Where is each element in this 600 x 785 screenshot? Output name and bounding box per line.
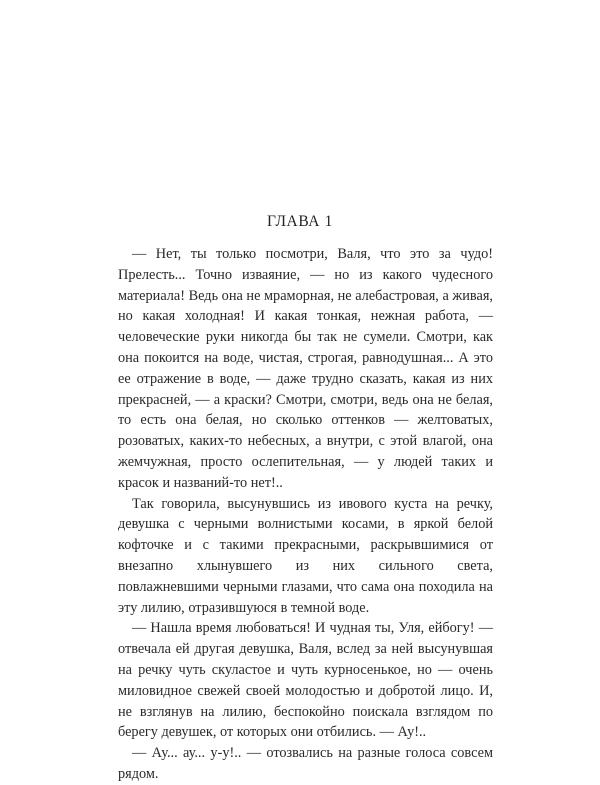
chapter-text [118, 244, 493, 785]
chapter-title: ГЛАВА 1 [267, 213, 333, 230]
paragraph-2: Так говорила, высунувшись из ивового куста на речку, девушка с черными волнистыми косами, в яркой белой кофточке и с такими прекрасными, раскрывшимися от внезапно хлынувшего из них сильного света, повлажневшими черными глазами, что сама она походила на эту лилию, отразившуюся в темной воде. [118, 495, 493, 616]
paragraph-3: — Нашла время любоваться! И чудная ты, Уля, ейбогу! — отвечала ей другая девушка, Валя, вслед за ней высунувшая на речку чуть скуластое и чуть курносенькое, но — очень миловидное свежей своей молодостью и добротой лицо. И, не взглянув на лилию, беспокойно поискала взглядом по берегу девушек, от которых они отбились. — Ау!.. [118, 620, 493, 741]
paragraph-4: — Ау... ау... у-у!.. — отозвались на разные голоса совсем рядом. [118, 745, 493, 782]
paragraph-1: — Нет, ты только посмотри, Валя, что это за чудо! Прелесть... Точно изваяние, — но из какого чудесного материала! Ведь она не мраморная, не алебастровая, а живая, но какая холодная! И какая тонкая, нежная работа, — человеческие руки никогда бы так не сумели. Смотри, как она покоится на воде, чистая, строгая, равнодушная... А это ее отражение в воде, — даже трудно сказать, какая из них прекрасней, — а краски? Смотри, смотри, ведь она не белая, то есть она белая, но сколько оттенков — желтоватых, розоватых, каких-то небесных, а внутри, с этой влагой, она жемчужная, просто ослепительная, — у людей таких и красок и названий-то нет!.. [118, 246, 493, 491]
